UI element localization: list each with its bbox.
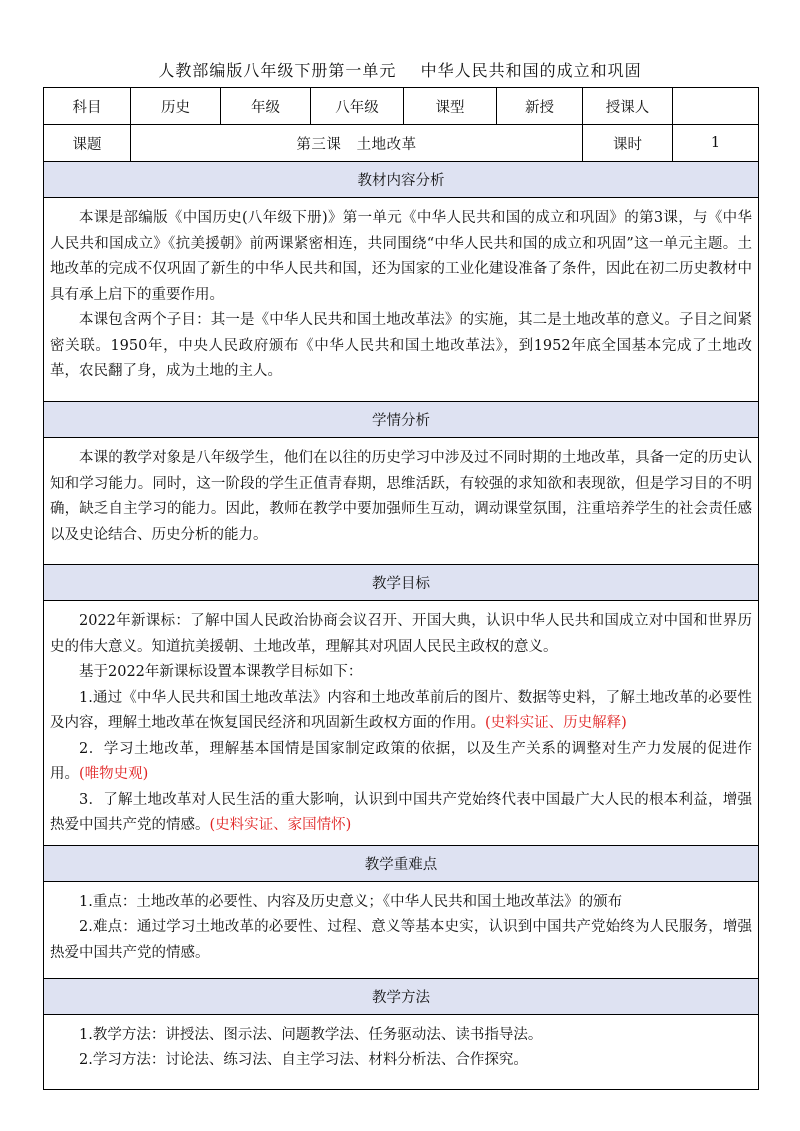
goal-2-competency-tag: (唯物史观) [79,766,149,782]
keypoints-focus: 1.重点：土地改革的必要性、内容及历史意义；《中华人民共和国土地改革法》的颁布 [79,893,623,910]
lesson-plan-table [43,87,759,1090]
keypoints-heading: 教学重难点 [44,845,759,881]
grade-label: 年级 [221,88,311,125]
section-header-material [44,162,759,198]
subject-value: 历史 [131,88,221,125]
methods-learning: 2.学习方法：讨论法、练习法、自主学习法、材料分析法、合作探究。 [79,1052,528,1068]
goal-3-competency-tag: (史料实证、家国情怀) [209,817,352,833]
section-header-keypoints [44,845,759,881]
teacher-value [673,88,759,125]
meta-row-1 [44,88,759,125]
lesson-type-label: 课型 [404,88,497,125]
class-hours-value: 1 [673,125,759,162]
section-body-goals [44,601,759,846]
section-header-methods [44,978,759,1014]
goal-3-text: 3．了解土地改革对人民生活的重大影响，认识到中国共产党始终代表中国最广大人民的根本利益，增强热爱中国共产党的情感。 [50,791,752,833]
keypoints-difficulty: 2.难点：通过学习土地改革的必要性、过程、意义等基本史实，认识到中国共产党始终为人民服务，增强热爱中国共产党的情感。 [50,919,752,961]
subject-label: 科目 [44,88,131,125]
goals-heading: 教学目标 [44,565,759,601]
section-body-students [44,438,759,565]
topic-value: 第三课 土地改革 [131,125,583,162]
goal-1-text: 1.通过《中华人民共和国土地改革法》内容和土地改革前后的图片、数据等史料，了解土地改革的必要性及内容，理解土地改革在恢复国民经济和巩固新生政权方面的作用。 [50,689,752,731]
grade-value: 八年级 [311,88,404,125]
material-heading: 教材内容分析 [44,162,759,198]
section-body-material [44,198,759,402]
goals-intro: 基于2022年新课标设置本课教学目标如下： [79,664,363,680]
material-paragraph-1: 本课是部编版《中国历史(八年级下册)》第一单元《中华人民共和国的成立和巩固》的第3课，与《中华人民共和国成立》《抗美援朝》前两课紧密相连，共同围绕“中华人民共和国的成立和巩固”这一单元主题。土地改革的完成不仅巩固了新生的中华人民共和国，还为国家的工业化建设准备了条件，因此在初二历史教材中具有承上启下的重要作用。 [50,210,752,303]
section-header-students [44,402,759,438]
goals-curriculum-standard: 2022年新课标：了解中国人民政治协商会议召开、开国大典，认识中华人民共和国成立对中国和世界历史的伟大意义。知道抗美援朝、土地改革，理解其对巩固人民民主政权的意义。 [50,613,752,655]
goal-1-competency-tag: (史料实证、历史解释) [485,715,627,731]
material-paragraph-2: 本课包含两个子目：其一是《中华人民共和国土地改革法》的实施，其二是土地改革的意义。子目之间紧密关联。1950年，中央人民政府颁布《中华人民共和国土地改革法》，到1952年底全国基本完成了土地改革，农民翻了身，成为土地的主人。 [50,312,752,379]
methods-teaching: 1.教学方法：讲授法、图示法、问题教学法、任务驱动法、读书指导法。 [79,1026,543,1043]
goal-item-1 [50,686,752,737]
methods-heading: 教学方法 [44,978,759,1014]
students-heading: 学情分析 [44,402,759,438]
goal-item-2 [50,737,752,788]
teacher-label: 授课人 [583,88,673,125]
topic-label: 课题 [44,125,131,162]
page-title: 人教部编版八年级下册第一单元 中华人民共和国的成立和巩固 [158,61,642,80]
lesson-type-value: 新授 [497,88,583,125]
meta-row-2 [44,125,759,162]
section-body-methods [44,1014,759,1089]
section-header-goals [44,565,759,601]
goal-item-3 [50,788,752,839]
section-body-keypoints [44,881,759,978]
class-hours-label: 课时 [583,125,673,162]
goal-2-text: 2．学习土地改革，理解基本国情是国家制定政策的依据，以及生产关系的调整对生产力发展的促进作用。 [50,740,752,782]
students-paragraph: 本课的教学对象是八年级学生，他们在以往的历史学习中涉及过不同时期的土地改革，具备一定的历史认知和学习能力。同时，这一阶段的学生正值青春期，思维活跃，有较强的求知欲和表现欲，但是学习目的不明确，缺乏自主学习的能力。因此，教师在教学中要加强师生互动，调动课堂氛围，注重培养学生的社会责任感以及史论结合、历史分析的能力。 [50,450,752,543]
